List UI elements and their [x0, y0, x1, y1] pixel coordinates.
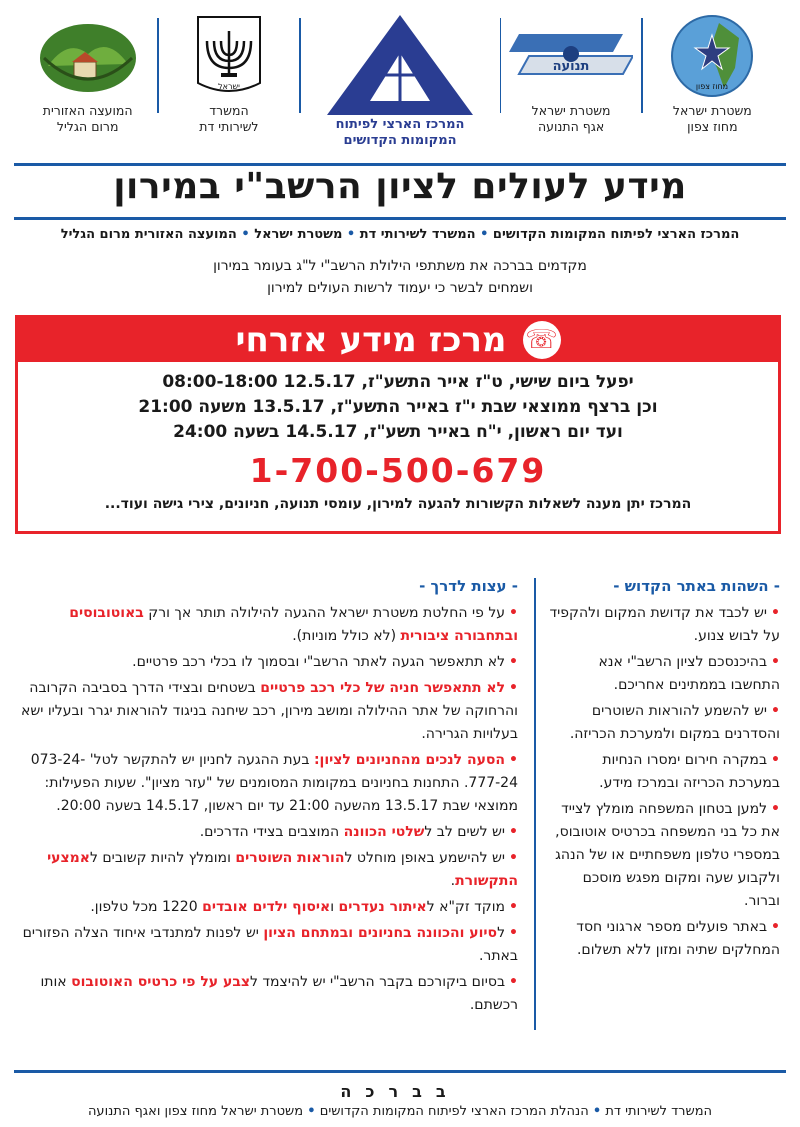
svg-text:תנועה: תנועה — [552, 58, 590, 74]
holy-places-logo — [301, 8, 500, 153]
holy-places-triangle-icon — [325, 13, 475, 117]
traffic-police-emblem-icon — [509, 26, 633, 86]
svg-text:מחוז צפון: מחוז צפון — [696, 81, 729, 91]
list-item: •הסעה לנכים מהחניונים לציון: בעת ההגעה לחניון יש להתקשר לטל' 073-24-777-24. התחנות בחניונים במקומות המסומנים של "עזר מציון". שעות הפעילות: ממוצאי שבת 13.5.17 מהשעה 21:00 עד יום ראשון, 14.5.17 בשעה 20:00. — [30, 752, 518, 814]
list-item: •לא תתאפשר חניה של כלי רכב פרטיים בשטחים ובצידי הדרך בסביבה הקרובה והרחוקה של אתר ההילולה ומושב מירון, רכב שיחנה בניגוד להוראות יגרר ובעליו ישא בעלויות הגרירה. — [21, 680, 518, 742]
footer-orgs: המשרד לשירותי דת • הנהלת המרכז הארצי לפיתוח המקומות הקדושים • משטרת ישראל מחוז צפון ואגף התנועה — [87, 1104, 713, 1119]
phone-icon: ☏ — [523, 321, 561, 359]
logo-divider — [157, 18, 159, 113]
holy-site-section — [548, 575, 780, 965]
center-hours: יפעל ביום שישי, ט"ז אייר התשע"ז, 12.5.17 08:00-18:00 וכן ברצף ממוצאי שבת י"ז באייר התשע"ז, 13.5.17 משעה 21:00 ועד יום ראשון, י"ח באייר תשע"ז, 14.5.17 בשעה 24:00 — [138, 372, 658, 442]
northern-police-caption: משטרת ישראל מחוז צפון — [672, 103, 752, 134]
list-item: •למען בטחון המשפחה מומלץ לצייד את כל בני המשפחה בכרטיס אוטובוס, במספרי טלפון משפחתיים או של הנהג ולקבוע שעה ומקום מפגש מוסכם וברור. — [555, 801, 780, 909]
list-item: •באתר פועלים מספר ארגוני חסד המחלקים שתיה ומזון ללא תשלום. — [576, 919, 780, 958]
menorah-emblem-icon — [194, 13, 264, 99]
religious-ministry-caption: המשרד לשירותי דת — [199, 103, 259, 134]
list-item: •לסיוע והכוונה בחניונים ובמתחם הציון יש לפנות למתנדבי איחוד הצלה הפזורים באתר. — [22, 925, 518, 964]
center-phone-number[interactable]: 1-700-500-679 — [249, 451, 547, 490]
list-item: •בהיכנסכם לציון הרשב"י אנא התחשבו בממתינים אחריכם. — [598, 654, 780, 693]
road-tips-heading: - עצות לדרך - — [419, 577, 518, 595]
traffic-police-logo — [501, 8, 640, 135]
logo-divider — [500, 18, 502, 113]
holy-places-caption: המרכז הארצי לפיתוח המקומות הקדושים — [335, 116, 465, 148]
center-description: המרכז יתן מענה לשאלות הקשורות להגעה למירון, עומסי תנועה, חניונים, צירי גישה ועוד... — [104, 496, 692, 512]
blessing: בברכה — [340, 1082, 460, 1101]
holy-site-heading: - השהות באתר הקדוש - — [613, 577, 780, 595]
list-item: •יש לכבד את קדושת המקום ולהקפיד על לבוש צנוע. — [549, 605, 780, 644]
regional-council-landscape-icon — [38, 18, 138, 94]
partners-line: המרכז הארצי לפיתוח המקומות הקדושים • המשרד לשירותי דת • משטרת ישראל • המועצה האזורית מרום הגליל — [60, 227, 740, 242]
northern-police-logo — [643, 8, 782, 135]
intro-text: מקדמים בברכה את משתתפי הילולת הרשב"י ל"ג בעומר במירון ושמחים לבשר כי יעמוד לרשות העולים למירון — [213, 258, 587, 296]
list-item: •יש להשמע להוראות השוטרים והסדרנים במקום ולמערכת הכריזה. — [569, 703, 780, 742]
regional-council-caption: המועצה האזורית מרום הגליל — [42, 103, 133, 134]
list-item: •בסיום ביקורכם בקבר הרשב"י יש להיצמד לצבע על פי כרטיס האוטובוס אותו רכשתם. — [40, 974, 518, 1013]
list-item: •לא תתאפשר הגעה לאתר הרשב"י ובסמוך לו בכלי רכב פרטיים. — [132, 654, 518, 670]
traffic-police-caption: משטרת ישראל אגף התנועה — [531, 103, 611, 134]
road-tips-section — [20, 575, 518, 1020]
list-item: •במקרה חירום ימסרו הנחיות במערכת הכריזה ובמרכז מידע. — [599, 752, 780, 791]
northern-district-emblem-icon — [669, 13, 755, 99]
bottom-divider — [14, 1070, 786, 1073]
title-divider — [14, 217, 786, 220]
logo-divider — [299, 18, 301, 113]
regional-council-logo — [18, 8, 157, 135]
svg-text:ישראל: ישראל — [218, 81, 240, 91]
column-divider — [534, 578, 536, 1030]
list-item: •יש להישמע באופן מוחלט להוראות השוטרים ומומלץ להיות קשובים לאמצעי התקשורת. — [47, 850, 518, 889]
religious-ministry-logo — [159, 8, 298, 135]
list-item: •מוקד זק"א לאיתור נעדרים ואיסוף ילדים אובדים 1220 מכל טלפון. — [90, 899, 518, 915]
list-item: •על פי החלטת משטרת ישראל ההגעה להילולה תותר אך ורק באוטובוסים ובתחבורה ציבורית (לא כולל מוניות). — [69, 605, 518, 644]
list-item: •יש לשים לב לשלטי הכוונה המוצבים בצידי הדרכים. — [199, 824, 518, 840]
logos-row — [18, 8, 782, 158]
civil-info-center-box — [15, 315, 781, 534]
page-title: מידע לעולים לציון הרשב"י במירון — [113, 166, 687, 207]
civil-info-center-header: ☏ מרכז מידע אזרחי — [18, 318, 778, 362]
logo-divider — [641, 18, 643, 113]
